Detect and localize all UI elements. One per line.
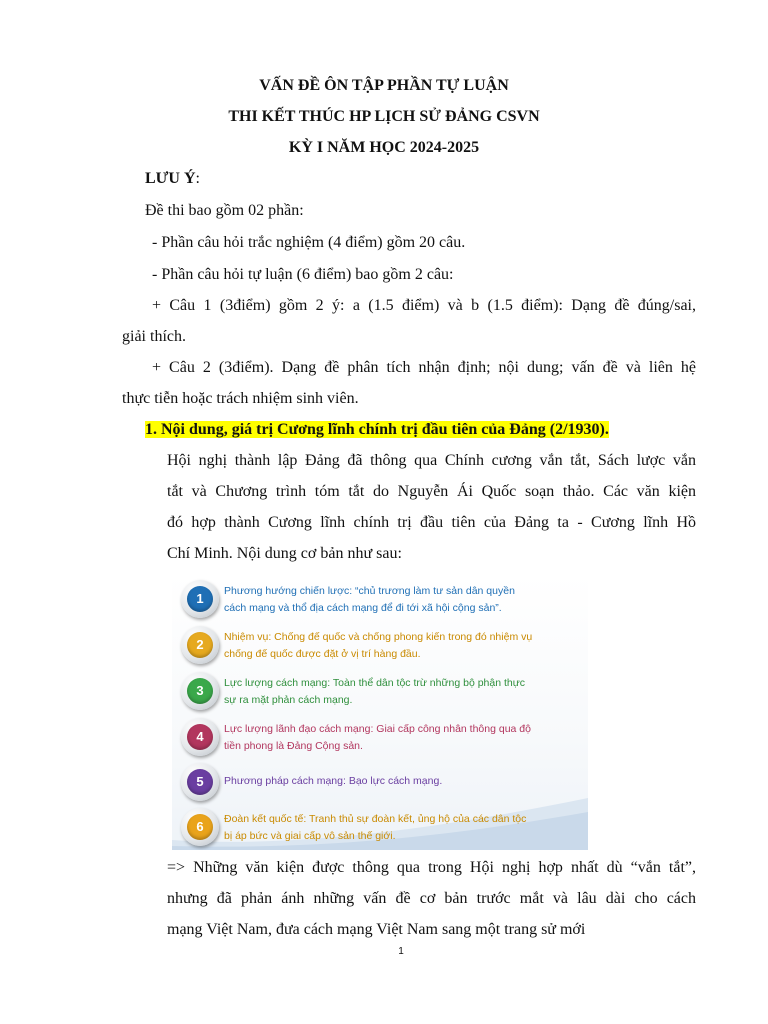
infographic-item-text (224, 773, 584, 790)
note-colon: : (195, 170, 200, 187)
number-badge-label: 6 (187, 814, 213, 840)
number-badge-label: 1 (187, 586, 213, 612)
infographic-item-line-1: Lực lượng cách mạng: Toàn thể dân tộc trừ những bộ phận thực (224, 677, 526, 689)
infographic-item-line-2: cách mạng và thổ địa cách mạng để đi tới xã hội cộng sản”. (224, 602, 502, 614)
section-1-heading: 1. Nội dung, giá trị Cương lĩnh chính trị đầu tiên của Đảng (2/1930). (145, 421, 609, 438)
number-badge (181, 718, 219, 756)
note-part-2: - Phần câu hỏi tự luận (6 điểm) bao gồm 2 câu: (152, 266, 454, 283)
number-badge (181, 580, 219, 618)
conclusion-line-2: nhưng đã phản ánh những vấn đề cơ bản trước mắt và lâu dài cho cách (167, 890, 696, 907)
infographic-item (172, 578, 588, 624)
number-badge (181, 808, 219, 846)
number-badge-label: 2 (187, 632, 213, 658)
infographic-item-line-2: tiền phong là Đảng Cộng sản. (224, 740, 363, 752)
conclusion-line-1: => Những văn kiện được thông qua trong Hội nghị hợp nhất dù “vắn tắt”, (167, 859, 696, 876)
number-badge-label: 3 (187, 678, 213, 704)
note-label: LƯU Ý (145, 170, 196, 187)
infographic-item-line-1: Lực lượng lãnh đạo cách mạng: Giai cấp công nhân thông qua độ (224, 723, 531, 735)
note-question-2-line-2: thực tiễn hoặc trách nhiệm sinh viên. (122, 390, 359, 407)
note-intro: Đề thi bao gồm 02 phần: (145, 202, 304, 219)
infographic-item-text (224, 675, 584, 709)
section-1-para-line-4: Chí Minh. Nội dung cơ bản như sau: (167, 545, 402, 562)
number-badge-label: 5 (187, 769, 213, 795)
note-part-1: - Phần câu hỏi trắc nghiệm (4 điểm) gồm 20 câu. (152, 234, 466, 251)
note-question-1-line-1: + Câu 1 (3điểm) gồm 2 ý: a (1.5 điểm) và b (1.5 điểm): Dạng đề đúng/sai, (152, 297, 696, 314)
title-line-1: VẤN ĐỀ ÔN TẬP PHẦN TỰ LUẬN (259, 77, 509, 94)
infographic-item-text (224, 583, 584, 617)
conclusion-line-3: mạng Việt Nam, đưa cách mạng Việt Nam sang một trang sử mới (167, 921, 586, 938)
title-line-3: KỲ I NĂM HỌC 2024-2025 (288, 139, 480, 156)
infographic-item-line-1: Nhiệm vụ: Chống đế quốc và chống phong kiến trong đó nhiệm vụ (224, 631, 533, 643)
infographic-item-text (224, 811, 584, 845)
infographic-item-line-1: Phương pháp cách mạng: Bạo lực cách mạng. (224, 775, 443, 787)
infographic-item (172, 716, 588, 762)
note-question-2-line-1: + Câu 2 (3điểm). Dạng đề phân tích nhận định; nội dung; vấn đề và liên hệ (152, 359, 696, 376)
number-badge (181, 763, 219, 801)
page-number: 1 (398, 946, 404, 957)
infographic-item-line-2: bị áp bức và giai cấp vô sản thế giới. (224, 830, 396, 842)
infographic-item-line-1: Đoàn kết quốc tế: Tranh thủ sự đoàn kết, ủng hộ của các dân tộc (224, 813, 527, 825)
section-1-para-line-2: tắt và Chương trình tóm tắt do Nguyễn Ái Quốc soạn thảo. Các văn kiện (167, 483, 696, 500)
infographic-item-line-2: chống đế quốc được đặt ở vị trí hàng đầu. (224, 648, 421, 660)
infographic-figure (172, 574, 588, 850)
infographic-item-line-1: Phương hướng chiến lược: “chủ trương làm tư sản dân quyền (224, 585, 515, 597)
number-badge-label: 4 (187, 724, 213, 750)
title-line-2: THI KẾT THÚC HP LỊCH SỬ ĐẢNG CSVN (228, 108, 540, 125)
note-question-1-line-2: giải thích. (122, 328, 186, 345)
section-1-heading-line (145, 420, 609, 440)
infographic-item-text (224, 629, 584, 663)
section-1-para-line-1: Hội nghị thành lập Đảng đã thông qua Chính cương vắn tắt, Sách lược vắn (167, 452, 696, 469)
number-badge (181, 626, 219, 664)
infographic-item (172, 761, 588, 807)
number-badge (181, 672, 219, 710)
note-label-line (145, 169, 200, 189)
infographic-item (172, 806, 588, 850)
infographic-item (172, 624, 588, 670)
infographic-item-text (224, 721, 584, 755)
section-1-para-line-3: đó hợp thành Cương lĩnh chính trị đầu tiên của Đảng ta - Cương lĩnh Hồ (167, 514, 696, 531)
infographic-item-line-2: sự ra mặt phản cách mạng. (224, 694, 353, 706)
infographic-item (172, 670, 588, 716)
